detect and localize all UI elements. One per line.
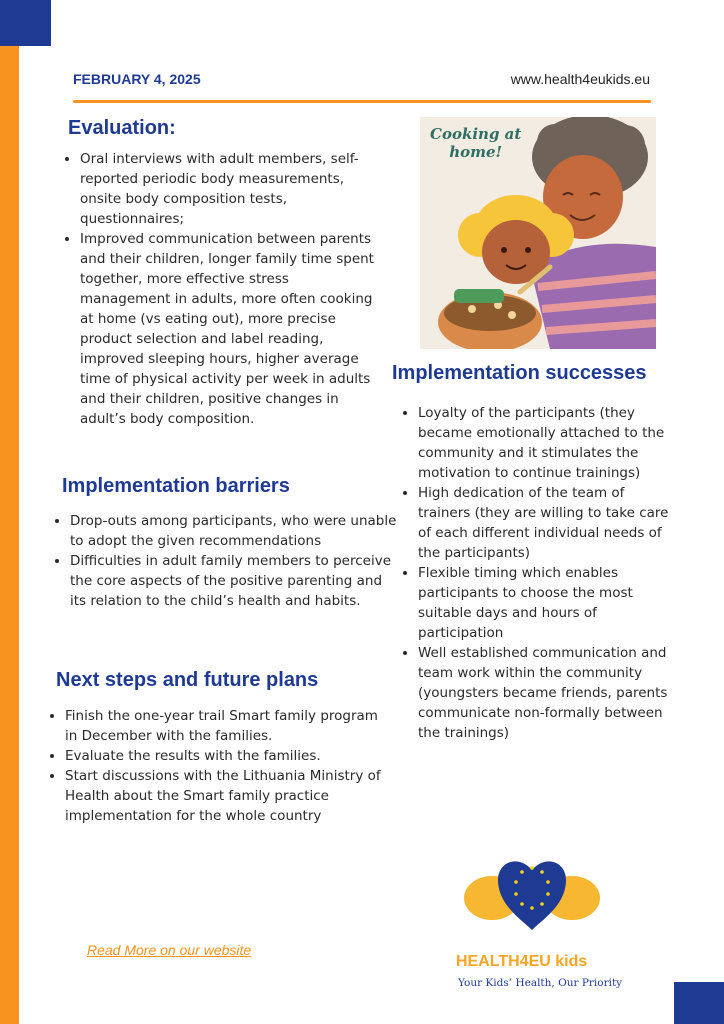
- list-item: • Loyalty of the participants (they became emotionally attached to the community and it stimulates the motivation to continue trainings): [418, 403, 678, 483]
- health4eu-kids-logo-icon: [462, 850, 602, 935]
- newsletter-date: FEBRUARY 4, 2025: [73, 71, 201, 87]
- list-item: • Start discussions with the Lithuania Ministry of Health about the Smart family practice implementation for the whole country: [65, 766, 385, 826]
- next-steps-heading: Next steps and future plans: [56, 669, 319, 691]
- bottom-right-corner-block: [674, 982, 724, 1024]
- list-item: • Flexible timing which enables participants to choose the most suitable days and hours of participation: [418, 563, 678, 643]
- list-item: • Evaluate the results with the families.: [65, 746, 385, 766]
- read-more-link[interactable]: Read More on our website: [87, 942, 252, 958]
- cooking-at-home-illustration: [420, 117, 656, 349]
- list-item: • Drop-outs among participants, who were unable to adopt the given recommendations: [70, 511, 400, 551]
- illustration-caption: Cooking at home!: [430, 125, 522, 161]
- list-item: • Finish the one-year trail Smart family program in December with the families.: [65, 706, 385, 746]
- header-divider: [73, 100, 651, 103]
- list-item: • Well established communication and team work within the community (youngsters became friends, parents communicate non-formally between the trainings): [418, 643, 678, 743]
- list-item: • High dedication of the team of trainers (they are willing to take care of each different individual needs of the participants): [418, 483, 678, 563]
- list-item: • Improved communication between parents and their children, longer family time spent together, more effective stress management in adults, more often cooking at home (vs eating out), more precise product selection and label reading, improved sleeping hours, higher average time of physical activity per week in adults and their children, positive changes in adult’s body composition.: [80, 229, 380, 429]
- evaluation-heading: Evaluation:: [68, 117, 176, 139]
- website-url: www.health4eukids.eu: [510, 71, 650, 87]
- left-accent-stripe: [0, 0, 19, 1024]
- barriers-heading: Implementation barriers: [62, 475, 290, 497]
- next-steps-list: [47, 706, 385, 826]
- top-left-corner-block: [0, 0, 51, 46]
- successes-heading: Implementation successes: [392, 362, 647, 384]
- list-item: • Difficulties in adult family members to perceive the core aspects of the positive parenting and its relation to the child’s health and habits.: [70, 551, 400, 611]
- brand-tagline: Your Kids’ Health, Our Priority: [458, 977, 623, 989]
- successes-list: [400, 403, 678, 743]
- evaluation-list: [62, 149, 380, 429]
- barriers-list: [52, 511, 400, 611]
- list-item: • Oral interviews with adult members, self-reported periodic body measurements, onsite body composition tests, questionnaires;: [80, 149, 380, 229]
- brand-name: HEALTH4EU kids: [456, 953, 588, 970]
